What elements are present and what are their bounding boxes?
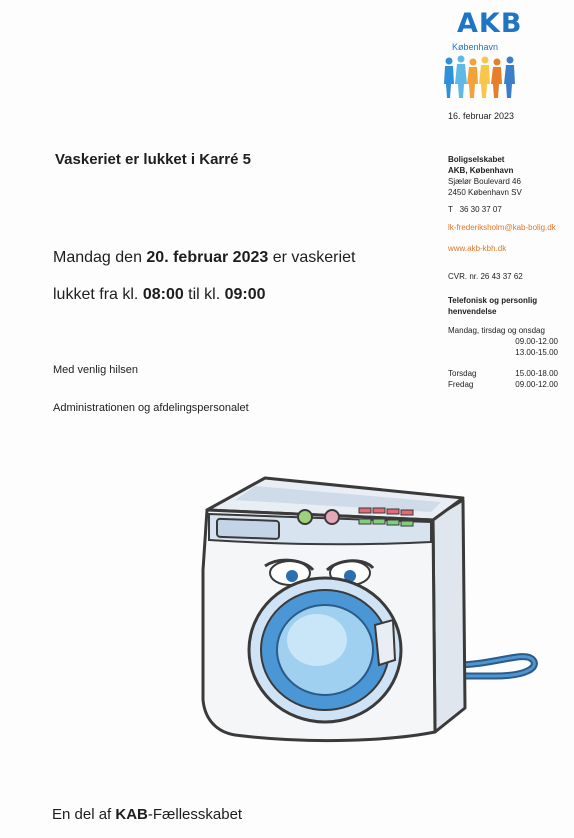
message-line1 [53, 249, 355, 267]
hours-thursday-label: Torsdag [448, 369, 477, 378]
email-link[interactable]: lk-frederiksholm@kab-bolig.dk [448, 223, 556, 232]
sidebar-phone [448, 204, 502, 215]
message-line1-prefix: Mandag den [53, 249, 147, 266]
sidebar-organisation [448, 154, 522, 198]
hours-weekdays-label: Mandag, tirsdag og onsdag [448, 326, 545, 335]
opening-hours [448, 325, 558, 390]
footer-prefix: En del af [52, 806, 116, 823]
phone-number: 36 30 37 07 [459, 205, 502, 214]
org-sub: AKB, København [448, 166, 514, 175]
phone-label: T [448, 205, 453, 214]
footer-tagline [52, 806, 242, 823]
akb-logo-text: AKB [457, 8, 523, 39]
closure-date: 20. februar 2023 [146, 249, 269, 266]
closure-to-time: 09:00 [224, 286, 266, 303]
page-title: Vaskeriet er lukket i Karré 5 [55, 151, 251, 168]
contact-heading: Telefonisk og personlig henvendelse [448, 296, 538, 316]
akb-logo-city: København [452, 42, 499, 52]
closure-from-time: 08:00 [142, 286, 184, 303]
washing-machine-illustration [195, 470, 545, 755]
people-logo-icon [441, 53, 521, 101]
cvr-number: CVR. nr. 26 43 37 62 [448, 272, 523, 281]
message-line1-suffix: er vaskeriet [268, 249, 356, 266]
address-line1: Sjælør Boulevard 46 [448, 177, 521, 186]
hours-friday: 09.00-12.00 [515, 380, 558, 389]
footer-suffix: -Fællesskabet [147, 806, 243, 823]
address-line2: 2450 København SV [448, 188, 522, 197]
hours-weekdays-1: 09.00-12.00 [515, 337, 558, 346]
hours-thursday: 15.00-18.00 [515, 369, 558, 378]
signature: Administrationen og afdelingspersonalet [53, 402, 249, 414]
hours-weekdays-2: 13.00-15.00 [515, 348, 558, 357]
org-name: Boligselskabet [448, 155, 505, 164]
website-link[interactable]: www.akb-kbh.dk [448, 244, 507, 253]
footer-brand: KAB [115, 806, 148, 823]
message-line2-prefix: lukket fra kl. [53, 286, 143, 303]
hours-friday-label: Fredag [448, 380, 474, 389]
letter-date: 16. februar 2023 [448, 111, 515, 121]
message-line2 [53, 286, 266, 304]
greeting: Med venlig hilsen [53, 364, 138, 376]
message-line2-mid: til kl. [183, 286, 225, 303]
